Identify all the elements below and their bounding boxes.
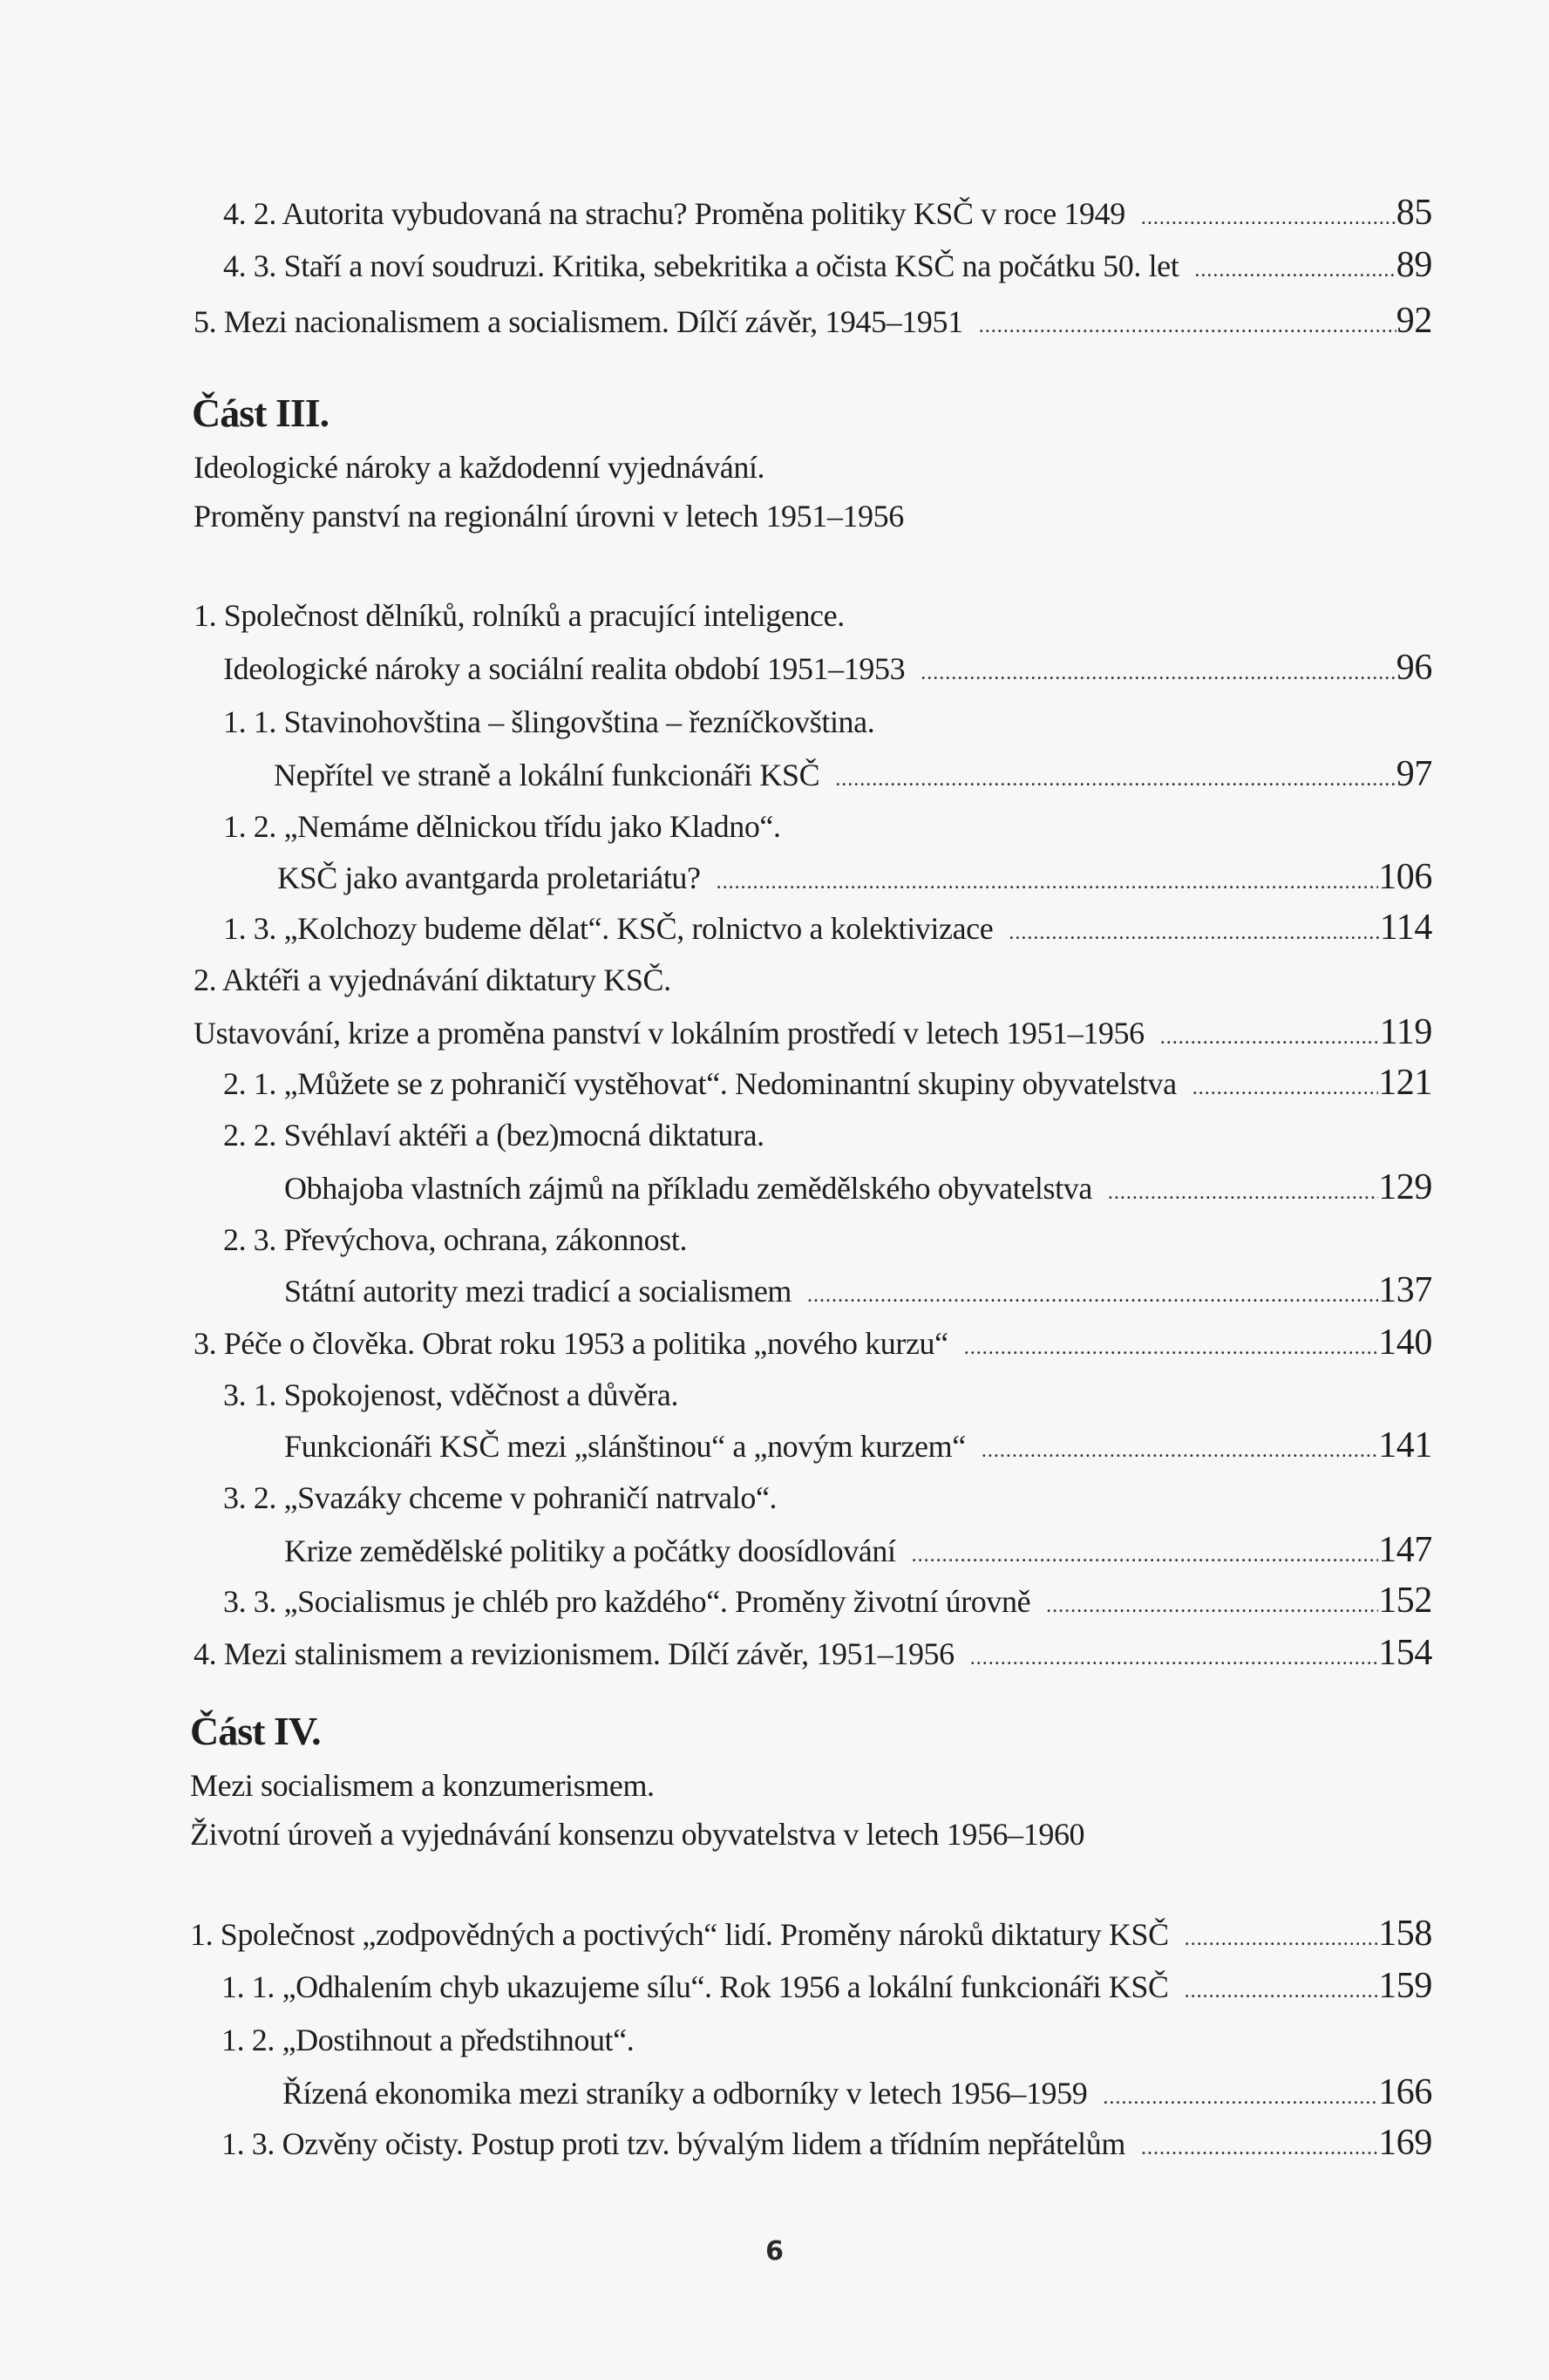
leader-dots — [1192, 1069, 1378, 1107]
toc-entry-page: 129 — [1378, 1167, 1432, 1207]
leader-dots — [979, 307, 1396, 345]
leader-dots — [1103, 2078, 1378, 2117]
toc-entry-page: 119 — [1379, 1012, 1432, 1052]
leader-dots — [1009, 914, 1379, 952]
toc-entry[interactable] — [284, 1426, 1432, 1470]
leader-dots — [1160, 1018, 1380, 1057]
toc-entry-page: 154 — [1378, 1633, 1432, 1673]
toc-entry[interactable] — [223, 194, 1432, 237]
toc-entry-label[interactable]: 3. 1. Spokojenost, vděčnost a důvěra. — [223, 1377, 679, 1412]
toc-entry-label: 1. Společnost „zodpovědných a poctivých“ lidí. Proměny nároků diktatury KSČ — [190, 1917, 1169, 1952]
toc-entry[interactable] — [274, 755, 1432, 799]
leader-dots — [1046, 1587, 1378, 1625]
leader-dots — [1141, 2129, 1378, 2167]
toc-entry-page: 147 — [1378, 1530, 1432, 1570]
toc-entry-label: Funkcionáři KSČ mezi „slánštinou“ a „novým kurzem“ — [284, 1429, 966, 1464]
toc-entry-page: 97 — [1396, 754, 1432, 794]
toc-entry-page: 158 — [1378, 1914, 1432, 1954]
toc-entry-label[interactable]: 1. 1. Stavinohovština – šlingovština – řezníčkovština. — [223, 704, 875, 739]
toc-entry-label[interactable]: 2. 3. Převýchova, ochrana, zákonnost. — [223, 1222, 688, 1257]
leader-dots — [835, 760, 1396, 799]
toc-entry[interactable] — [221, 2124, 1432, 2167]
leader-dots — [1194, 251, 1396, 289]
toc-entry-page: 121 — [1378, 1063, 1432, 1103]
toc-entry-label[interactable]: 2. 2. Svéhlaví aktéři a (bez)mocná diktatura. — [223, 1118, 764, 1153]
toc-entry-label: 5. Mezi nacionalismem a socialismem. Dílčí závěr, 1945–1951 — [194, 304, 963, 339]
toc-entry-label: 3. 3. „Socialismus je chléb pro každého“. Proměny životní úrovně — [223, 1584, 1031, 1619]
toc-entry[interactable] — [284, 1531, 1432, 1574]
toc-entry[interactable] — [223, 1581, 1432, 1625]
toc-entry-label: Ustavování, krize a proměna panství v lokálním prostředí v letech 1951–1956 — [194, 1016, 1145, 1051]
toc-entry[interactable] — [223, 246, 1432, 289]
toc-entry-label[interactable]: 3. 2. „Svazáky chceme v pohraničí natrvalo“. — [223, 1480, 778, 1515]
part-subtitle: Životní úroveň a vyjednávání konsenzu obyvatelstva v letech 1956–1960 — [190, 1817, 1085, 1852]
toc-entry-page: 106 — [1378, 857, 1432, 897]
toc-entry-label: 1. 3. „Kolchozy budeme dělat“. KSČ, rolnictvo a kolektivizace — [223, 911, 994, 946]
toc-entry-label[interactable]: 1. Společnost dělníků, rolníků a pracující inteligence. — [194, 598, 845, 633]
toc-entry-label: Krize zemědělské politiky a počátky doosídlování — [284, 1533, 896, 1568]
toc-entry-page: 152 — [1378, 1581, 1432, 1621]
toc-entry-page: 137 — [1378, 1270, 1432, 1310]
toc-entry-page: 159 — [1378, 1966, 1432, 2006]
toc-entry-label: 3. Péče o člověka. Obrat roku 1953 a politika „nového kurzu“ — [194, 1326, 948, 1361]
toc-entry-label: 4. 3. Staří a noví soudruzi. Kritika, sebekritika a očista KSČ na počátku 50. let — [223, 248, 1179, 283]
toc-entry-page: 114 — [1379, 908, 1432, 948]
toc-entry-label: Obhajoba vlastních zájmů na příkladu zemědělského obyvatelstva — [284, 1171, 1092, 1206]
toc-entry[interactable] — [223, 1064, 1432, 1107]
toc-entry-label: 1. 1. „Odhalením chyb ukazujeme sílu“. Rok 1956 a lokální funkcionáři KSČ — [221, 1969, 1169, 2004]
toc-entry-label[interactable]: 1. 2. „Nemáme dělnickou třídu jako Kladno“. — [223, 809, 781, 844]
toc-entry-label: 4. Mezi stalinismem a revizionismem. Dílčí závěr, 1951–1956 — [194, 1636, 955, 1671]
part-heading: Část III. — [192, 391, 330, 435]
toc-entry[interactable] — [194, 1323, 1432, 1367]
toc-entry[interactable] — [194, 302, 1432, 345]
leader-dots — [970, 1639, 1378, 1677]
toc-entry-page: 85 — [1396, 193, 1432, 233]
toc-entry-label: 2. 1. „Můžete se z pohraničí vystěhovat“. Nedominantní skupiny obyvatelstva — [223, 1066, 1177, 1101]
toc-entry[interactable] — [194, 1013, 1432, 1057]
leader-dots — [1141, 199, 1396, 237]
toc-entry-label: KSČ jako avantgarda proletariátu? — [277, 860, 701, 895]
toc-entry-label: Státní autority mezi tradicí a socialismem — [284, 1274, 792, 1309]
leader-dots — [982, 1431, 1378, 1470]
part-heading: Část IV. — [190, 1709, 321, 1753]
toc-entry[interactable] — [282, 2073, 1432, 2117]
leader-dots — [717, 863, 1379, 901]
leader-dots — [1185, 1920, 1378, 1958]
leader-dots — [1185, 1972, 1379, 2010]
toc-entry[interactable] — [284, 1168, 1432, 1212]
toc-entry[interactable] — [221, 1967, 1432, 2010]
toc-entry-label: Ideologické nároky a sociální realita období 1951–1953 — [223, 651, 906, 686]
toc-entry[interactable] — [194, 1634, 1432, 1677]
toc-entry-page: 169 — [1378, 2123, 1432, 2163]
toc-entry-label: Řízená ekonomika mezi straníky a odborníky v letech 1956–1959 — [282, 2076, 1088, 2111]
toc-entry-page: 166 — [1378, 2072, 1432, 2112]
toc-entry-page: 141 — [1378, 1425, 1432, 1465]
toc-entry[interactable] — [277, 858, 1432, 901]
toc-entry-page: 140 — [1378, 1323, 1432, 1363]
toc-entry[interactable] — [223, 908, 1432, 952]
toc-entry-label: 1. 3. Ozvěny očisty. Postup proti tzv. bývalým lidem a třídním nepřátelům — [221, 2126, 1125, 2161]
leader-dots — [912, 1536, 1379, 1574]
leader-dots — [1108, 1173, 1378, 1212]
toc-entry[interactable] — [284, 1271, 1432, 1315]
part-subtitle: Mezi socialismem a konzumerismem. — [190, 1768, 655, 1803]
toc-entry-page: 96 — [1396, 648, 1432, 688]
part-subtitle: Ideologické nároky a každodenní vyjednávání. — [194, 450, 765, 485]
page-number: 6 — [765, 2236, 784, 2267]
leader-dots — [921, 654, 1396, 692]
leader-dots — [807, 1276, 1378, 1315]
toc-entry-page: 89 — [1396, 245, 1432, 285]
leader-dots — [964, 1329, 1378, 1367]
toc-entry[interactable] — [223, 649, 1432, 692]
toc-entry-label[interactable]: 2. Aktéři a vyjednávání diktatury KSČ. — [194, 962, 671, 997]
part-subtitle: Proměny panství na regionální úrovni v letech 1951–1956 — [194, 499, 904, 534]
toc-entry[interactable] — [190, 1914, 1432, 1958]
toc-entry-page: 92 — [1396, 301, 1432, 341]
toc-entry-label: 4. 2. Autorita vybudovaná na strachu? Proměna politiky KSČ v roce 1949 — [223, 196, 1125, 231]
toc-entry-label: Nepřítel ve straně a lokální funkcionáři KSČ — [274, 758, 820, 792]
toc-entry-label[interactable]: 1. 2. „Dostihnout a předstihnout“. — [221, 2023, 635, 2057]
